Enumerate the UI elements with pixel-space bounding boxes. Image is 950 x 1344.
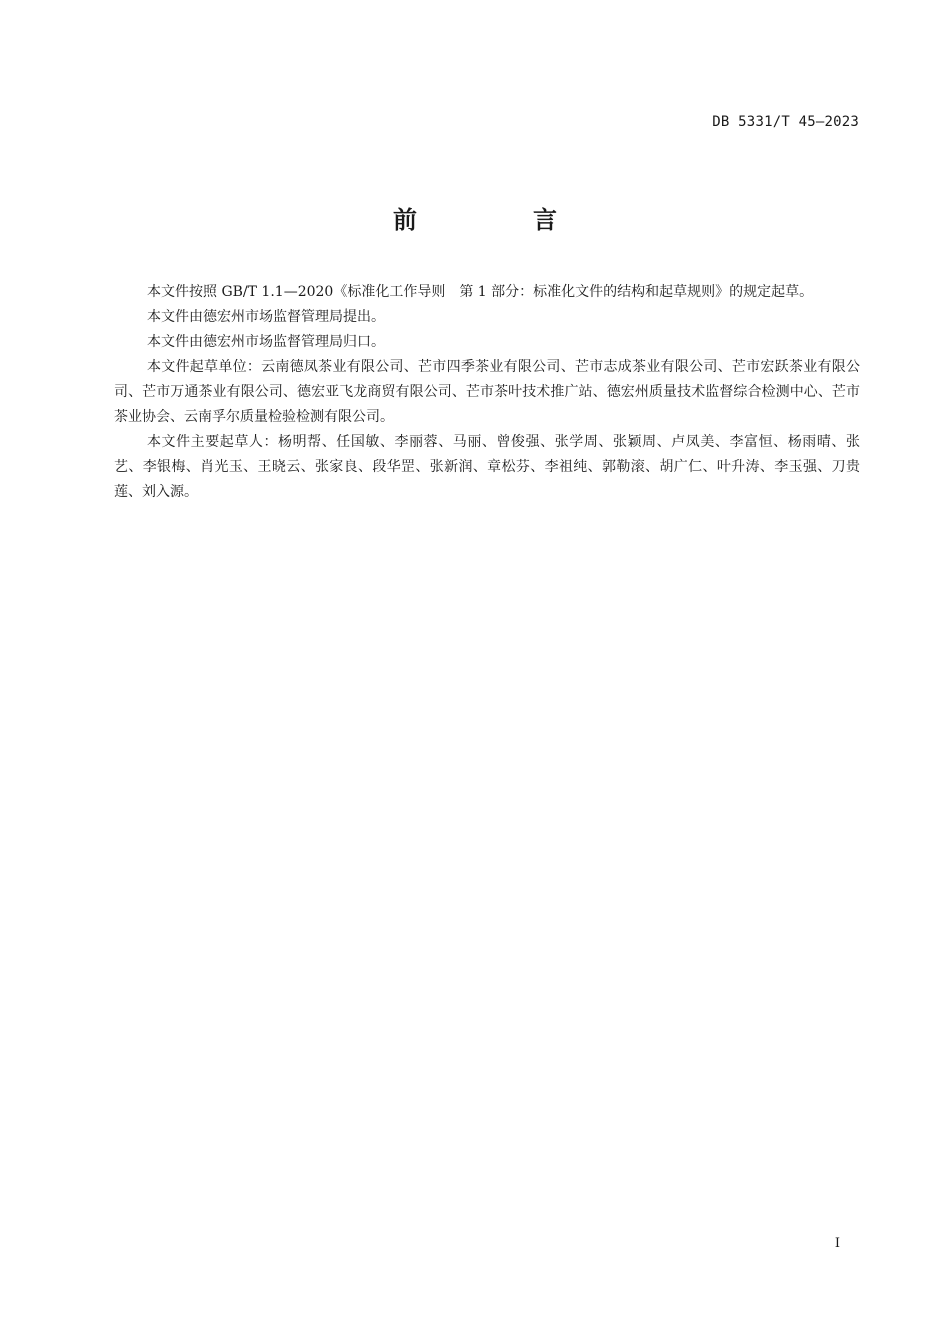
page-number: I [834,1236,840,1251]
paragraph-proposer: 本文件由德宏州市场监督管理局提出。 [147,309,385,325]
paragraph-drafting-rules: 本文件按照 GB/T 1.1—2020《标准化工作导则 第 1 部分：标准化文件的结构和起草规则》的规定起草。 [147,284,814,300]
paragraph-administrator: 本文件由德宏州市场监督管理局归口。 [147,334,385,350]
paragraph-drafters: 本文件主要起草人：杨明帮、任国敏、李丽蓉、马丽、曾俊强、张学周、张颖周、卢凤美、李富恒、杨雨晴、张艺、李银梅、肖光玉、王晓云、张家良、段华罡、张新润、章松芬、李祖纯、郭勒滚、胡广仁、叶升涛、李玉强、刀贵莲、刘入源。 [114,434,860,500]
paragraph-drafting-units: 本文件起草单位：云南德凤茶业有限公司、芒市四季茶业有限公司、芒市志成茶业有限公司、芒市宏跃茶业有限公司、芒市万通茶业有限公司、德宏亚飞龙商贸有限公司、芒市茶叶技术推广站、德宏州质量技术监督综合检测中心、芒市茶业协会、云南孚尔质量检验检测有限公司。 [114,359,860,425]
document-code: DB 5331/T 45—2023 [712,114,859,130]
document-body [114,280,860,505]
page-title: 前 言 [393,206,603,234]
